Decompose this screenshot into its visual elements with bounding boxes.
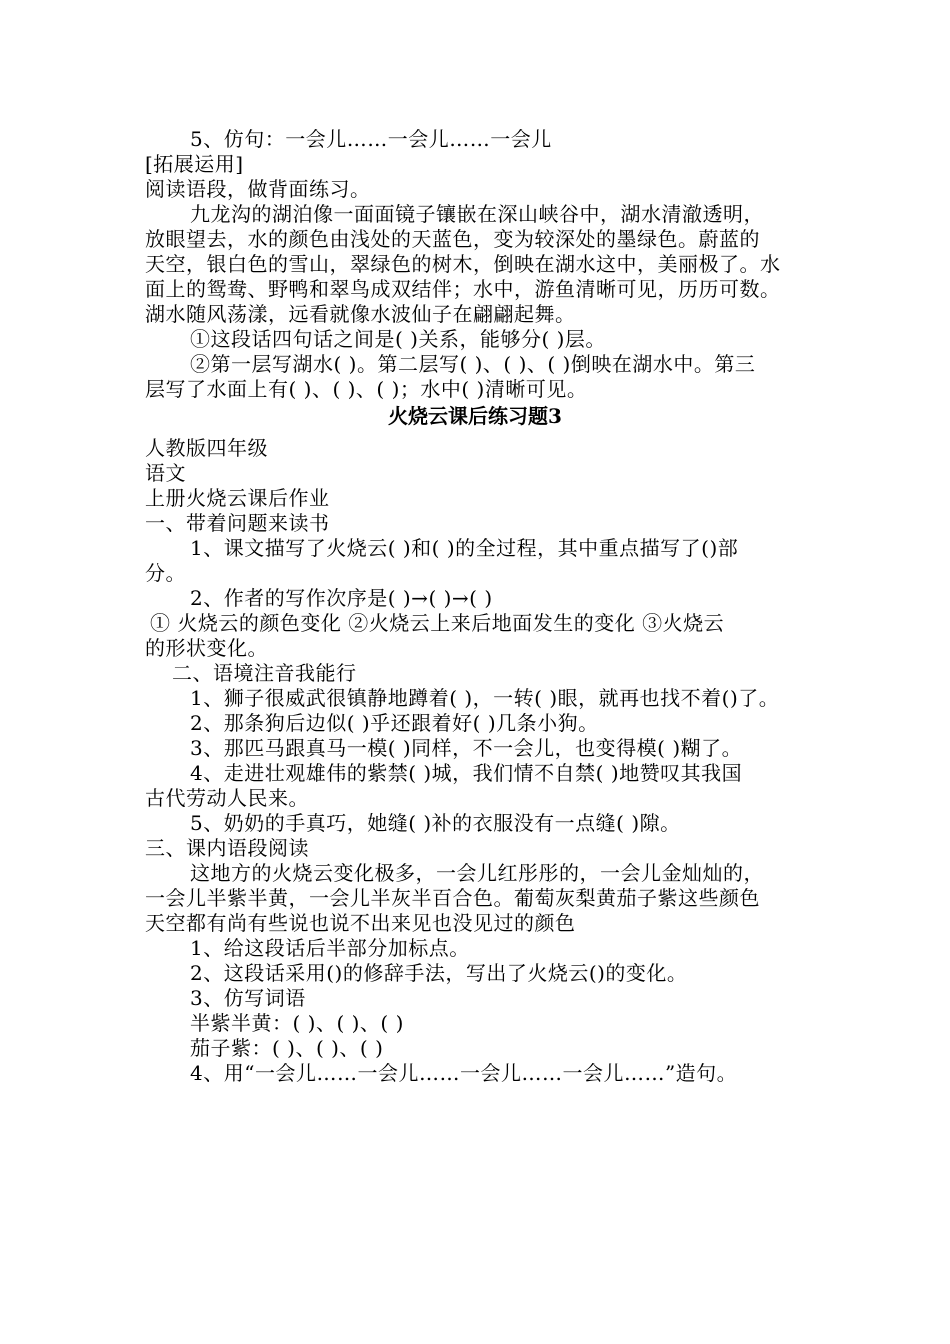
text-line: 上册火烧云课后作业 bbox=[145, 486, 330, 510]
question-line: 1、狮子很威武很镇静地蹲着( )，一转( )眼，就再也找不着()了。 bbox=[190, 686, 780, 710]
passage-line: 天空，银白色的雪山，翠绿色的树木，倒映在湖水这中，美丽极了。水 bbox=[145, 252, 781, 276]
question-line: 分。 bbox=[145, 561, 186, 585]
question-line: 4、走进壮观雄伟的紫禁( )城，我们情不自禁( )地赞叹其我国 bbox=[190, 761, 743, 785]
text-line: 5、仿句：一会儿……一会儿……一会儿 bbox=[190, 127, 552, 151]
question-line: 2、那条狗后边似( )乎还跟着好( )几条小狗。 bbox=[190, 711, 599, 735]
question-line: ②第一层写湖水( )。第二层写( )、( )、( )倒映在湖水中。第三 bbox=[190, 352, 756, 376]
passage-line: 放眼望去，水的颜色由浅处的天蓝色，变为较深处的墨绿色。蔚蓝的 bbox=[145, 227, 760, 251]
passage-line: 九龙沟的湖泊像一面面镜子镶嵌在深山峡谷中，湖水清澈透明， bbox=[190, 202, 764, 226]
document-title: 火烧云课后练习题3 bbox=[388, 404, 562, 428]
passage-line: 面上的鸳鸯、野鸭和翠鸟成双结伴；水中，游鱼清晰可见，历历可数。 bbox=[145, 277, 781, 301]
passage-line: 一会儿半紫半黄，一会儿半灰半百合色。葡萄灰梨黄茄子紫这些颜色 bbox=[145, 886, 760, 910]
section-heading: 三、课内语段阅读 bbox=[145, 836, 309, 860]
passage-line: 天空都有尚有些说也说不出来见也没见过的颜色 bbox=[145, 911, 576, 935]
question-line: 4、用“一会儿……一会儿……一会儿……一会儿……”造句。 bbox=[190, 1061, 738, 1085]
question-line: 3、仿写词语 bbox=[190, 986, 306, 1010]
option-line: 的形状变化。 bbox=[145, 636, 268, 660]
question-line: 层写了水面上有( )、( )、( )；水中( )清晰可见。 bbox=[145, 377, 588, 401]
question-line: 2、作者的写作次序是( )→( )→( ) bbox=[190, 586, 493, 610]
passage-line: 湖水随风荡漾，远看就像水波仙子在翩翩起舞。 bbox=[145, 302, 576, 326]
section-heading: 二、语境注音我能行 bbox=[172, 661, 357, 685]
option-line: ① 火烧云的颜色变化 ②火烧云上来后地面发生的变化 ③火烧云 bbox=[150, 611, 725, 635]
passage-line: 这地方的火烧云变化极多，一会儿红彤彤的，一会儿金灿灿的， bbox=[190, 861, 764, 885]
question-line: 1、给这段话后半部分加标点。 bbox=[190, 936, 470, 960]
question-line: 2、这段话采用()的修辞手法，写出了火烧云()的变化。 bbox=[190, 961, 688, 985]
question-line: 3、那匹马跟真马一模( )同样，不一会儿，也变得模( )糊了。 bbox=[190, 736, 743, 760]
section-heading: 一、带着问题来读书 bbox=[145, 511, 330, 535]
text-line: 阅读语段，做背面练习。 bbox=[145, 177, 371, 201]
section-heading: [拓展运用] bbox=[145, 152, 244, 176]
text-line: 人教版四年级 bbox=[145, 436, 268, 460]
question-line: 5、奶奶的手真巧，她缝( )补的衣服没有一点缝( )隙。 bbox=[190, 811, 681, 835]
question-line: 茄子紫：( )、( )、( ) bbox=[190, 1036, 384, 1060]
question-line: 古代劳动人民来。 bbox=[145, 786, 309, 810]
question-line: 1、课文描写了火烧云( )和( )的全过程，其中重点描写了()部 bbox=[190, 536, 739, 560]
text-line: 语文 bbox=[145, 461, 186, 485]
question-line: 半紫半黄：( )、( )、( ) bbox=[190, 1011, 404, 1035]
question-line: ①这段话四句话之间是( )关系，能够分( )层。 bbox=[190, 327, 606, 351]
